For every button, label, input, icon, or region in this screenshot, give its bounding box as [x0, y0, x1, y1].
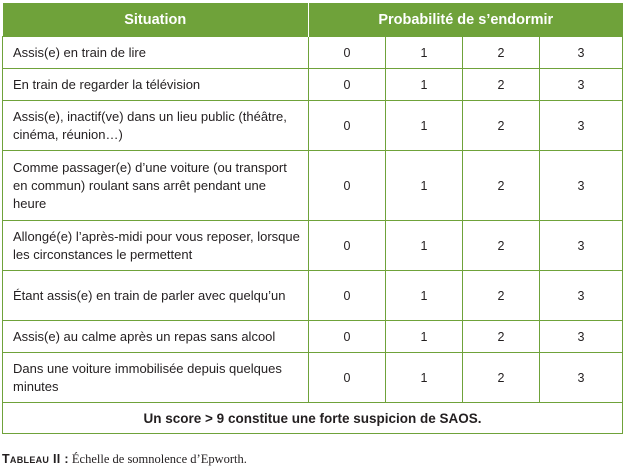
score-cell-3: 3	[540, 101, 623, 151]
score-cell-3: 3	[540, 151, 623, 221]
score-cell-3: 3	[540, 271, 623, 321]
table-row	[3, 353, 623, 403]
table-row	[3, 101, 623, 151]
score-cell-2: 2	[463, 69, 540, 101]
situation-cell: Allongé(e) l’après-midi pour vous reposer, lorsque les circonstances le permettent	[3, 221, 309, 271]
caption-label: Tableau II :	[2, 452, 69, 466]
score-cell-2: 2	[463, 37, 540, 69]
table-footer	[3, 403, 623, 434]
score-cell-1: 1	[386, 101, 463, 151]
table-row	[3, 271, 623, 321]
score-cell-3: 3	[540, 37, 623, 69]
epworth-table	[2, 3, 623, 434]
score-cell-3: 3	[540, 321, 623, 353]
footer-row	[3, 403, 623, 434]
score-cell-0: 0	[309, 271, 386, 321]
score-cell-1: 1	[386, 37, 463, 69]
table-row	[3, 221, 623, 271]
score-cell-3: 3	[540, 69, 623, 101]
table-row	[3, 151, 623, 221]
score-cell-3: 3	[540, 353, 623, 403]
score-cell-0: 0	[309, 321, 386, 353]
score-cell-0: 0	[309, 353, 386, 403]
score-cell-2: 2	[463, 151, 540, 221]
score-cell-2: 2	[463, 271, 540, 321]
table-caption	[2, 452, 247, 467]
score-cell-0: 0	[309, 151, 386, 221]
score-cell-1: 1	[386, 221, 463, 271]
score-cell-2: 2	[463, 321, 540, 353]
score-cell-1: 1	[386, 353, 463, 403]
situation-cell: Dans une voiture immobilisée depuis quelques minutes	[3, 353, 309, 403]
score-cell-3: 3	[540, 221, 623, 271]
header-probability: Probabilité de s’endormir	[309, 3, 623, 37]
score-cell-1: 1	[386, 271, 463, 321]
score-cell-0: 0	[309, 101, 386, 151]
header-row	[3, 3, 623, 37]
table-body	[3, 37, 623, 403]
table-row	[3, 321, 623, 353]
caption-text: Échelle de somnolence d’Epworth.	[68, 452, 247, 466]
score-cell-0: 0	[309, 69, 386, 101]
situation-cell: Comme passager(e) d’une voiture (ou transport en commun) roulant sans arrêt pendant une heure	[3, 151, 309, 221]
score-cell-0: 0	[309, 37, 386, 69]
situation-cell: Assis(e) au calme après un repas sans alcool	[3, 321, 309, 353]
score-cell-2: 2	[463, 221, 540, 271]
situation-cell: En train de regarder la télévision	[3, 69, 309, 101]
score-cell-1: 1	[386, 321, 463, 353]
table-header	[3, 3, 623, 37]
table-row	[3, 69, 623, 101]
situation-cell: Assis(e), inactif(ve) dans un lieu public (théâtre, cinéma, réunion…)	[3, 101, 309, 151]
situation-cell: Assis(e) en train de lire	[3, 37, 309, 69]
score-cell-2: 2	[463, 101, 540, 151]
epworth-table-container	[2, 3, 622, 434]
score-note: Un score > 9 constitue une forte suspicion de SAOS.	[3, 403, 623, 434]
score-cell-0: 0	[309, 221, 386, 271]
header-situation: Situation	[3, 3, 309, 37]
score-cell-1: 1	[386, 151, 463, 221]
score-cell-2: 2	[463, 353, 540, 403]
score-cell-1: 1	[386, 69, 463, 101]
table-row	[3, 37, 623, 69]
situation-cell: Étant assis(e) en train de parler avec quelqu’un	[3, 271, 309, 321]
